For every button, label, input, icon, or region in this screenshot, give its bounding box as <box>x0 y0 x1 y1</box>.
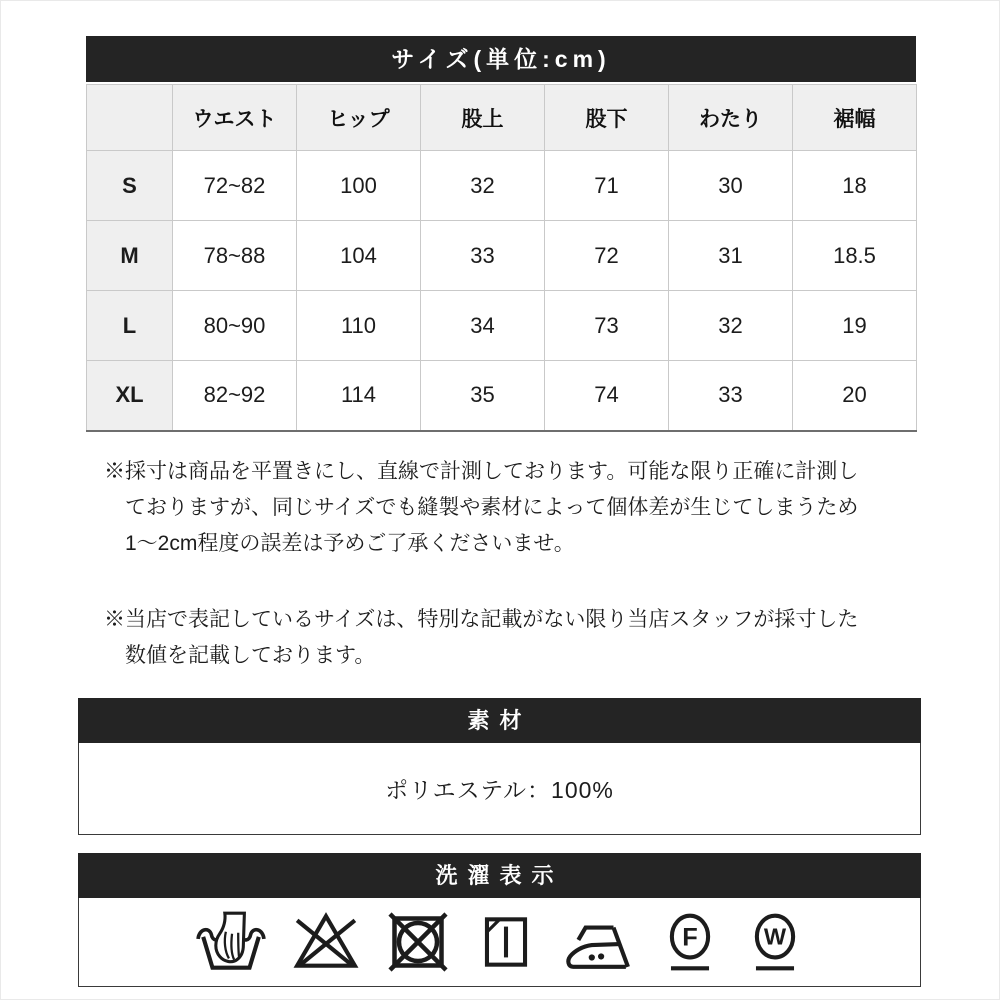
column-header-hip: ヒップ <box>297 85 421 151</box>
line-dry-in-shade-icon <box>477 911 535 973</box>
size-row-label: M <box>87 221 173 291</box>
column-header-hem: 裾幅 <box>793 85 917 151</box>
column-header-thigh: わたり <box>669 85 793 151</box>
dry-clean-letter: F <box>681 923 698 952</box>
wet-clean-letter: W <box>763 923 786 950</box>
size-table-section <box>86 36 916 432</box>
care-label-section <box>78 853 921 987</box>
do-not-tumble-dry-icon <box>386 910 450 974</box>
table-row-s <box>87 151 917 221</box>
size-cell: 110 <box>297 291 421 361</box>
size-cell: 33 <box>421 221 545 291</box>
material-section <box>78 698 921 835</box>
size-cell: 33 <box>669 361 793 431</box>
material-title: 素材 <box>78 698 921 743</box>
size-row-label: XL <box>87 361 173 431</box>
size-cell: 78~88 <box>173 221 297 291</box>
care-label-title: 洗濯表示 <box>78 853 921 898</box>
table-row-xl <box>87 361 917 431</box>
size-cell: 34 <box>421 291 545 361</box>
size-table-title: サイズ(単位:cm) <box>86 36 916 82</box>
size-cell: 72 <box>545 221 669 291</box>
dry-clean-petroleum-mild-icon <box>661 910 719 974</box>
column-header-rise: 股上 <box>421 85 545 151</box>
size-cell: 114 <box>297 361 421 431</box>
size-cell: 82~92 <box>173 361 297 431</box>
do-not-bleach-icon <box>293 911 359 973</box>
size-cell: 74 <box>545 361 669 431</box>
note-line: 数値を記載しております。 <box>125 643 376 667</box>
size-row-label: S <box>87 151 173 221</box>
note-line: ておりますが、同じサイズでも縫製や素材によって個体差が生じてしまうため <box>125 495 859 519</box>
size-cell: 100 <box>297 151 421 221</box>
size-cell: 18 <box>793 151 917 221</box>
size-cell: 30 <box>669 151 793 221</box>
size-cell: 71 <box>545 151 669 221</box>
size-cell: 18.5 <box>793 221 917 291</box>
column-header-waist: ウエスト <box>173 85 297 151</box>
note-line: 1〜2cm程度の誤差は予めご了承くださいませ。 <box>125 531 575 555</box>
care-symbols-row <box>78 898 921 987</box>
size-cell: 32 <box>421 151 545 221</box>
size-cell: 72~82 <box>173 151 297 221</box>
wet-clean-mild-icon <box>746 910 804 974</box>
size-row-label: L <box>87 291 173 361</box>
size-cell: 80~90 <box>173 291 297 361</box>
note-line: ※当店で表記しているサイズは、特別な記載がない限り当店スタッフが採寸した <box>104 607 859 631</box>
size-table <box>86 84 917 432</box>
measurement-note <box>104 454 904 562</box>
table-row-l <box>87 291 917 361</box>
size-table-header-row <box>87 85 917 151</box>
hand-wash-icon <box>196 911 266 973</box>
note-line: ※採寸は商品を平置きにし、直線で計測しております。可能な限り正確に計測し <box>104 459 859 483</box>
iron-medium-icon <box>562 911 634 973</box>
size-cell: 20 <box>793 361 917 431</box>
size-cell: 32 <box>669 291 793 361</box>
material-value: ポリエステル：100% <box>385 776 614 803</box>
size-cell: 35 <box>421 361 545 431</box>
table-row-m <box>87 221 917 291</box>
corner-cell <box>87 85 173 151</box>
size-cell: 31 <box>669 221 793 291</box>
sizing-note <box>104 602 904 674</box>
size-cell: 19 <box>793 291 917 361</box>
size-cell: 73 <box>545 291 669 361</box>
column-header-inseam: 股下 <box>545 85 669 151</box>
size-cell: 104 <box>297 221 421 291</box>
